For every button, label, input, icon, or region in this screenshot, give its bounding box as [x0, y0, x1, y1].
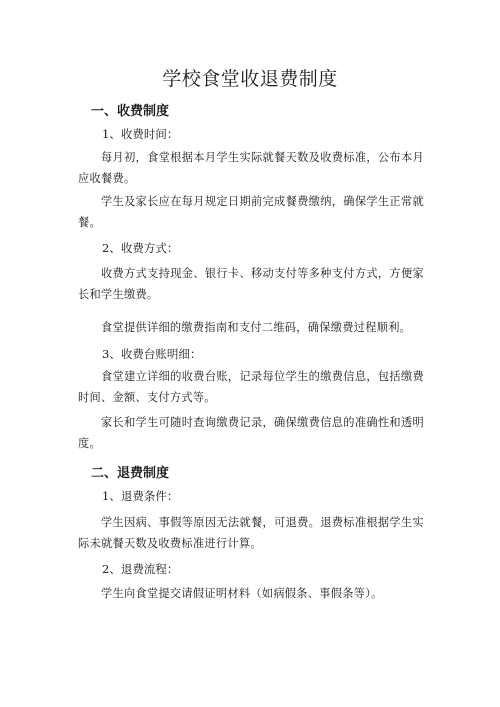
document-title: 学校食堂收退费制度 [162, 68, 338, 90]
subheading-collection-method: 2、收费方式： [102, 241, 179, 255]
subheading-refund-conditions: 1、退费条件： [102, 489, 179, 503]
paragraph: 学生向食堂提交请假证明材料（如病假条、事假条等）。 [101, 587, 383, 600]
paragraph: 学生因病、事假等原因无法就餐，可退费。退费标准根据学生实际未就餐天数及收费标准进行计算。 [78, 516, 424, 550]
subheading-collection-time: 1、收费时间： [102, 127, 179, 141]
paragraph: 每月初，食堂根据本月学生实际就餐天数及收费标准，公布本月应收餐费。 [78, 151, 424, 185]
paragraph: 学生及家长应在每月规定日期前完成餐费缴纳，确保学生正常就餐。 [78, 195, 424, 229]
paragraph: 食堂建立详细的收费台账，记录每位学生的缴费信息，包括缴费时间、金额、支付方式等。 [78, 370, 424, 404]
paragraph: 食堂提供详细的缴费指南和支付二维码，确保缴费过程顺利。 [101, 321, 412, 334]
paragraph: 收费方式支持现金、银行卡、移动支付等多种支付方式，方便家长和学生缴费。 [78, 267, 424, 301]
subheading-collection-ledger: 3、收费台账明细： [102, 347, 202, 361]
paragraph: 家长和学生可随时查询缴费记录，确保缴费信息的准确性和透明度。 [78, 416, 424, 450]
section-heading-refund: 二、退费制度 [91, 466, 170, 481]
section-heading-fee-collection: 一、收费制度 [91, 104, 170, 119]
subheading-refund-process: 2、退费流程： [102, 562, 179, 576]
